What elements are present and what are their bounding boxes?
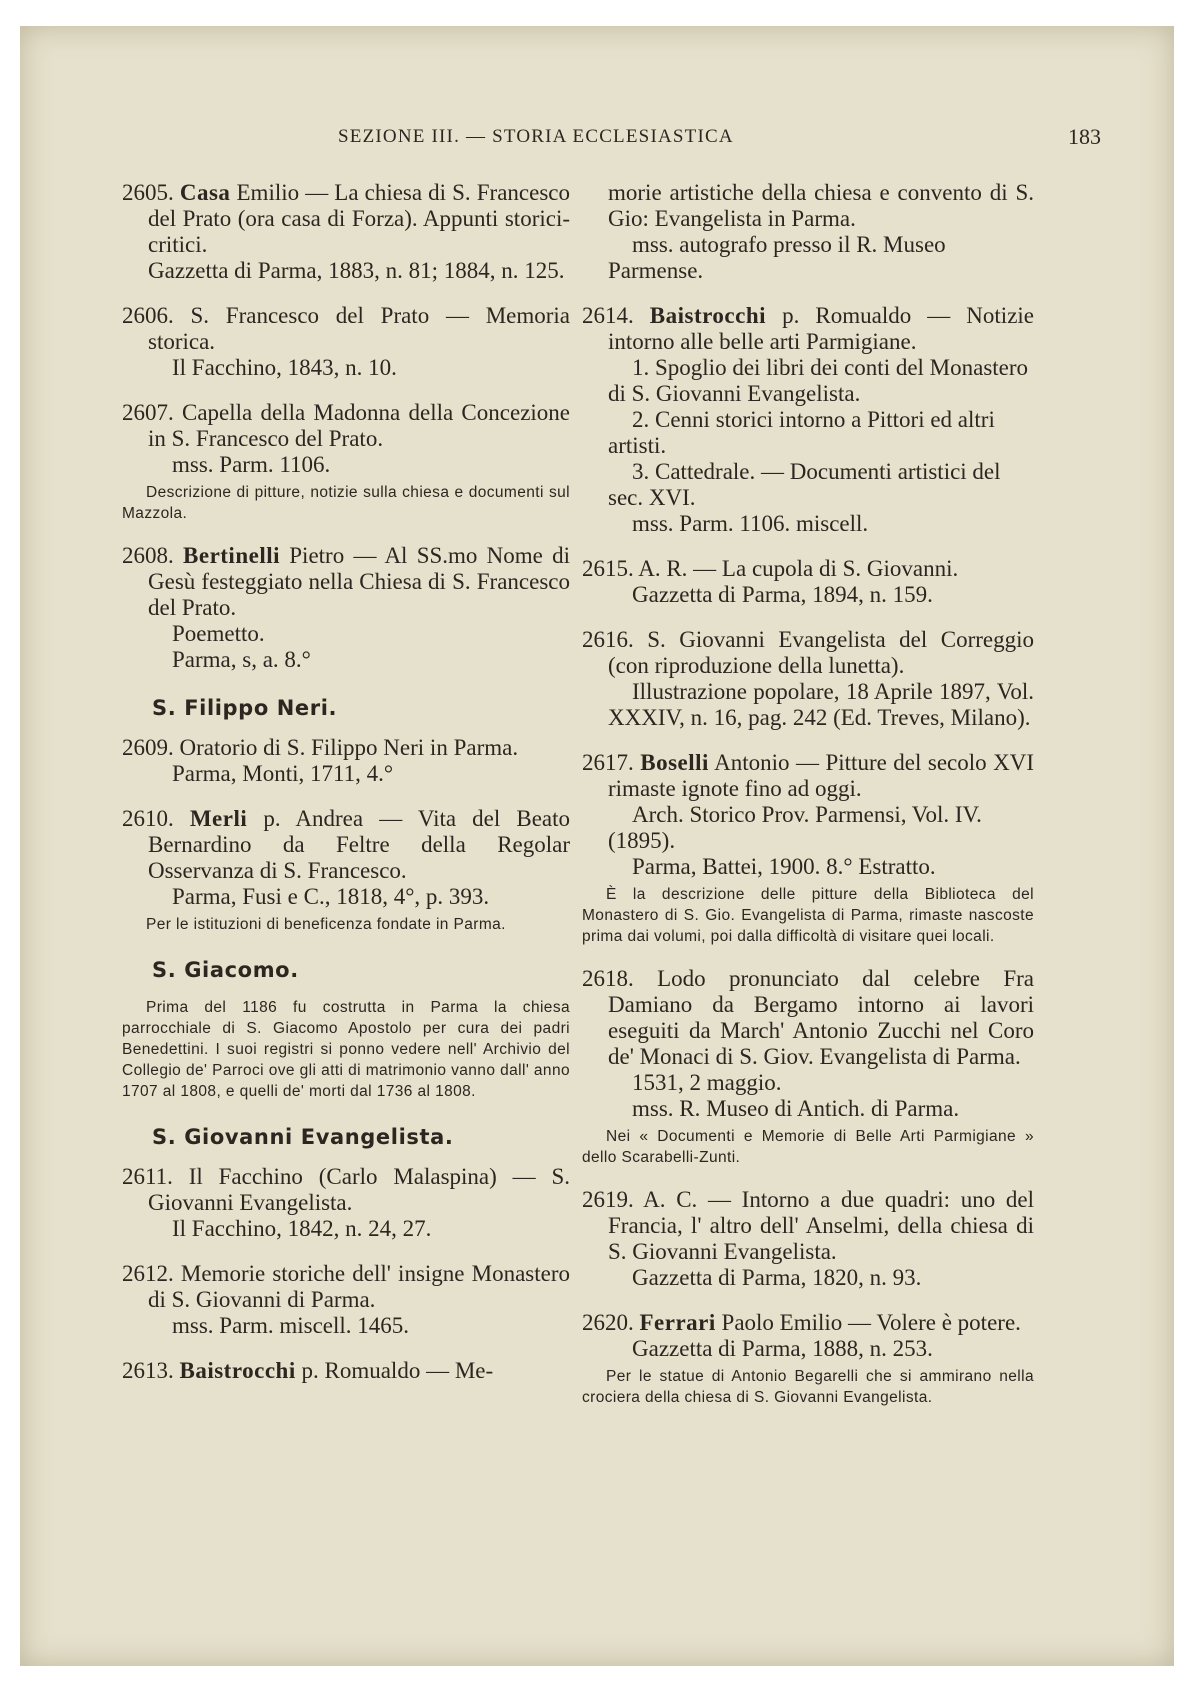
entry-heading (582, 750, 1034, 802)
entry-2608 (122, 543, 570, 673)
entry-note: Descrizione di pitture, notizie sulla chiesa e documenti sul Mazzola. (122, 484, 570, 522)
entry-2613 (122, 1358, 570, 1384)
entry-heading (582, 966, 1034, 1070)
entry-heading (122, 400, 570, 452)
entry-title: p. Romualdo — Notizie intorno alle belle arti Parmigiane. (608, 303, 1034, 354)
entry-number: 2619. (582, 1187, 634, 1212)
entry-2612 (122, 1261, 570, 1339)
entry-title: Antonio — Pitture del secolo XVI rimaste ignote fino ad oggi. (608, 750, 1034, 801)
entry-heading (122, 806, 570, 884)
entry-author: Baistrocchi (179, 1358, 296, 1383)
entry-title: morie artistiche della chiesa e convento di S. Gio: Evangelista in Parma. (608, 180, 1034, 231)
entry-title: Paolo Emilio — Volere è potere. (721, 1310, 1021, 1335)
entry-title: p. Andrea — Vita del Beato Bernardino da Feltre della Regolar Osservanza di S. Francesco. (148, 806, 571, 883)
entry-number: 2608. (122, 543, 174, 568)
entry-title: Il Facchino (Carlo Malaspina) — S. Giovanni Evangelista. (148, 1164, 570, 1215)
entry-2605 (122, 180, 570, 284)
entry-title: Memorie storiche dell' insigne Monastero di S. Giovanni di Parma. (148, 1261, 570, 1312)
entry-2616 (582, 627, 1034, 731)
entry-number: 2617. (582, 750, 634, 775)
running-title: SEZIONE III. — STORIA ECCLESIASTICA (338, 126, 734, 147)
entry-title: S. Francesco del Prato — Memoria storica. (148, 303, 571, 354)
entry-citation: Parma, Fusi e C., 1818, 4°, p. 393. (172, 884, 490, 909)
entry-author: Merli (189, 806, 248, 831)
entry-heading (122, 1261, 570, 1313)
entry-item: 2. Cenni storici intorno a Pittori ed altri artisti. (608, 407, 995, 458)
entry-citation: Parma, s, a. 8.° (172, 647, 311, 672)
entry-number: 2612. (122, 1261, 174, 1286)
entry-number: 2616. (582, 627, 634, 652)
entry-title: Lodo pronunciato dal celebre Fra Damiano da Bergamo intorno ai lavori eseguiti da March' Antonio Zucchi nel Coro de' Monaci di S. Giov. Evangelista di Parma. (608, 966, 1035, 1069)
entry-number: 2618. (582, 966, 634, 991)
entry-heading (122, 1358, 570, 1384)
entry-number: 2620. (582, 1310, 634, 1335)
section-heading-giacomo: S. Giacomo. (152, 958, 299, 982)
entry-author: Casa (179, 180, 231, 205)
entry-citation: Gazzetta di Parma, 1883, n. 81; 1884, n. 125. (148, 258, 565, 283)
page-number: 183 (1068, 124, 1101, 149)
entry-2607 (122, 400, 570, 524)
entry-note: Nei « Documenti e Memorie di Belle Arti Parmigiane » dello Scarabelli-Zunti. (582, 1128, 1034, 1166)
entry-citation: mss. R. Museo di Antich. di Parma. (632, 1096, 960, 1121)
entry-number: 2611. (122, 1164, 173, 1189)
entry-2618 (582, 966, 1034, 1168)
entry-citation: mss. Parm. 1106. miscell. (632, 511, 869, 536)
entry-author: Bertinelli (183, 543, 280, 568)
entry-heading (582, 1310, 1034, 1336)
entry-note: Per le statue di Antonio Begarelli che si ammirano nella crociera della chiesa di S. Giovanni Evangelista. (582, 1368, 1034, 1406)
entry-citation: Il Facchino, 1842, n. 24, 27. (172, 1216, 432, 1241)
entry-heading (582, 556, 1034, 582)
entry-number: 2614. (582, 303, 634, 328)
entry-citation: Arch. Storico Prov. Parmensi, Vol. IV. (1895). (608, 802, 982, 853)
entry-2615 (582, 556, 1034, 608)
page-header (0, 126, 1196, 156)
entry-citation: Poemetto. (172, 621, 265, 646)
entry-heading (582, 1187, 1034, 1265)
entry-citation: Gazzetta di Parma, 1888, n. 253. (632, 1336, 933, 1361)
entry-2613-continued (582, 180, 1034, 284)
entry-title: Pietro — Al SS.mo Nome di Gesù festeggiato nella Chiesa di S. Francesco del Prato. (148, 543, 571, 620)
entry-heading (582, 627, 1034, 679)
entry-2611 (122, 1164, 570, 1242)
entry-item: 1. Spoglio dei libri dei conti del Monastero di S. Giovanni Evangelista. (608, 355, 1029, 406)
entry-heading (122, 1164, 570, 1216)
entry-citation: Illustrazione popolare, 18 Aprile 1897, Vol. XXXIV, n. 16, pag. 242 (Ed. Treves, Milano). (608, 679, 1034, 730)
entry-2620 (582, 1310, 1034, 1408)
right-column (582, 180, 1034, 1427)
entry-number: 2605. (122, 180, 174, 205)
entry-author: Boselli (640, 750, 709, 775)
entry-citation: Il Facchino, 1843, n. 10. (172, 355, 397, 380)
entry-heading (122, 735, 570, 761)
entry-title: Emilio — La chiesa di S. Francesco del Prato (ora casa di Forza). Appunti storici-critici. (148, 180, 571, 257)
entry-title: A. C. — Intorno a due quadri: uno del Francia, l' altro dell' Anselmi, della chiesa di S. Giovanni Evangelista. (608, 1187, 1034, 1264)
entry-number: 2609. (122, 735, 174, 760)
entry-number: 2610. (122, 806, 174, 831)
section-note-giacomo: Prima del 1186 fu costrutta in Parma la chiesa parrocchiale di S. Giacomo Apostolo per cura dei padri Benedettini. I suoi registri si ponno vedere nell' Archivio del Collegio de' Parroci ove gli atti di matrimonio vanno dall' anno 1707 al 1808, e quelli de' morti dal 1736 al 1808. (122, 999, 570, 1100)
entry-citation: 1531, 2 maggio. (632, 1070, 782, 1095)
section-heading-giovanni-evangelista: S. Giovanni Evangelista. (152, 1125, 454, 1149)
entry-citation: Gazzetta di Parma, 1894, n. 159. (632, 582, 933, 607)
entry-author: Ferrari (639, 1310, 716, 1335)
entry-heading (582, 303, 1034, 355)
entry-2606 (122, 303, 570, 381)
entry-title: Capella della Madonna della Concezione in S. Francesco del Prato. (148, 400, 570, 451)
entry-heading (122, 180, 570, 258)
entry-title: p. Romualdo — Me- (301, 1358, 494, 1383)
entry-citation: mss. Parm. 1106. (172, 452, 331, 477)
left-column (122, 180, 570, 1403)
entry-citation: Parma, Battei, 1900. 8.° Estratto. (632, 854, 936, 879)
entry-number: 2606. (122, 303, 174, 328)
entry-number: 2615. (582, 556, 634, 581)
entry-number: 2613. (122, 1358, 174, 1383)
entry-title: Oratorio di S. Filippo Neri in Parma. (179, 735, 519, 760)
entry-heading (122, 543, 570, 621)
entry-item: 3. Cattedrale. — Documenti artistici del sec. XVI. (608, 459, 1001, 510)
entry-2617 (582, 750, 1034, 947)
entry-2609 (122, 735, 570, 787)
entry-2614 (582, 303, 1034, 537)
entry-citation: mss. autografo presso il R. Museo Parmense. (608, 232, 946, 283)
entry-title: A. R. — La cupola di S. Giovanni. (638, 556, 959, 581)
entry-citation: Parma, Monti, 1711, 4.° (172, 761, 394, 786)
entry-note: È la descrizione delle pitture della Biblioteca del Monastero di S. Gio. Evangelista di Parma, rimaste nascoste prima dai volumi, poi dalla difficoltà di visitare quei locali. (582, 886, 1034, 945)
entry-2610 (122, 806, 570, 935)
entry-author: Baistrocchi (649, 303, 767, 328)
entry-number: 2607. (122, 400, 174, 425)
section-heading-filippo-neri: S. Filippo Neri. (152, 696, 338, 720)
entry-heading (122, 303, 570, 355)
entry-2619 (582, 1187, 1034, 1291)
entry-note: Per le istituzioni di beneficenza fondate in Parma. (146, 916, 506, 933)
entry-title: S. Giovanni Evangelista del Correggio (con riproduzione della lunetta). (608, 627, 1035, 678)
entry-citation: mss. Parm. miscell. 1465. (172, 1313, 410, 1338)
entry-citation: Gazzetta di Parma, 1820, n. 93. (632, 1265, 922, 1290)
